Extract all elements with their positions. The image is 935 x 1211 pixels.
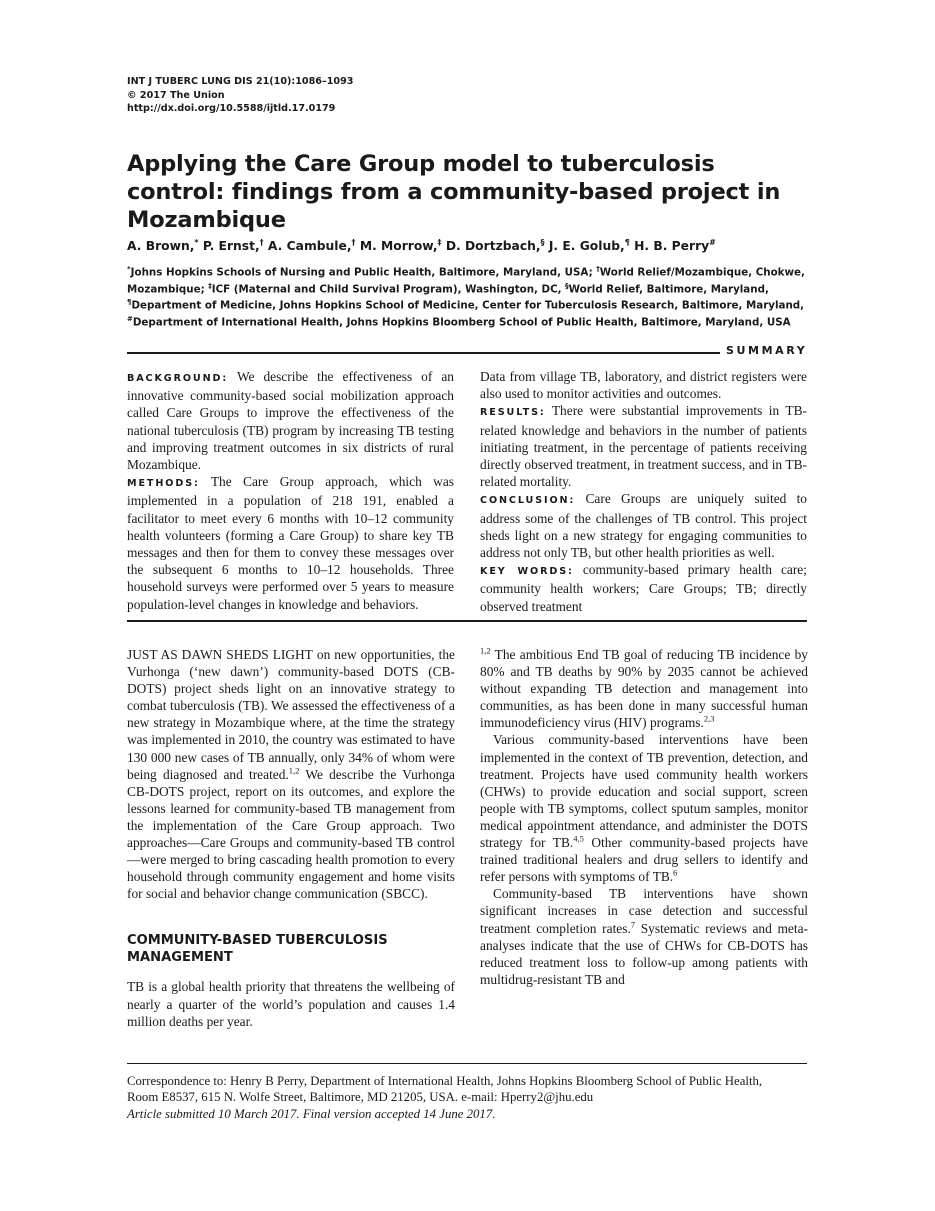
journal-header — [127, 75, 353, 116]
summary-divider — [127, 352, 720, 354]
body-text: Systematic reviews and meta-analyses indicate that the use of CHWs for CB-DOTS has reduced treatment loss to follow-up among patients with multidrug-resistant TB and — [480, 920, 808, 987]
affiliation: World Relief/Mozambique, Chokwe, Mozambique; — [127, 266, 805, 296]
methods-label: METHODS: — [127, 478, 200, 490]
author: M. Morrow, — [359, 239, 438, 254]
journal-citation: INT J TUBERC LUNG DIS 21(10):1086–1093 — [127, 76, 354, 87]
author: A. Brown, — [127, 239, 195, 254]
affiliation: ICF (Maternal and Child Survival Program), Washington, DC, — [211, 283, 562, 296]
body-paragraph — [480, 731, 808, 885]
journal-copyright: © 2017 The Union — [127, 89, 225, 101]
conclusion-text: Care Groups are uniquely suited to address some of the challenges of TB control. This project sheds light on a new strategy for engaging communities to address not only TB, but other health priorities as well. — [480, 491, 807, 561]
footer — [127, 1073, 817, 1122]
affiliation-mark: ‡ — [208, 281, 212, 290]
article-title: Applying the Care Group model to tuberculosis control: findings from a community-based project in Mozambique — [127, 151, 781, 233]
body-paragraph — [480, 885, 808, 988]
conclusion-label: CONCLUSION: — [480, 495, 576, 507]
journal-doi[interactable]: http://dx.doi.org/10.5588/ijtld.17.0179 — [127, 103, 336, 114]
abstract-results — [480, 402, 807, 490]
body-text: The ambitious End TB goal of reducing TB incidence by 80% and TB deaths by 90% by 2035 cannot be achieved without expanding TB detection and management into communities, as has been done in many successful human immunodeficiency virus (HIV) programs. — [480, 647, 808, 731]
author: H. B. Perry — [634, 239, 710, 254]
body-text: on new opportunities, the Vurhonga (‘new dawn’) community-based DOTS (CB-DOTS) project sheds light on an innovative strategy to combat tuberculosis (TB). We assessed the effectiveness of a new strategy in Mozambique where, at the time the strategy was implemented in 2010, the country was estimated to have 130 000 new cases of TB annually, only 34% of whom were being diagnosed and treated. — [127, 647, 455, 782]
abstract-methods-continued: Data from village TB, laboratory, and district registers were also used to monitor activities and outcomes. — [480, 369, 807, 402]
abstract-methods — [127, 473, 454, 613]
affiliation-mark: * — [127, 265, 131, 273]
summary-label: SUMMARY — [726, 344, 808, 357]
body-paragraph — [127, 978, 455, 1029]
author-mark: ‡ — [437, 238, 442, 247]
author: D. Dortzbach, — [445, 239, 541, 254]
body-paragraph — [480, 646, 808, 731]
background-text: We describe the effectiveness of an innovative community-based social mobilization approach called Care Groups to improve the effectiveness of the national tuberculosis (TB) program by increasing TB testing and improving treatment outcomes in six districts of rural Mozambique. — [127, 369, 454, 473]
author: P. Ernst, — [202, 239, 260, 254]
body-left-column — [127, 646, 455, 1030]
author-list — [127, 238, 716, 253]
body-text: TB is a global health priority that threatens the wellbeing of nearly a quarter of the world’s population and causes 1.4 million deaths per year. — [127, 979, 455, 1029]
lead-in-text: JUST AS DAWN SHEDS LIGHT — [127, 647, 313, 662]
body-paragraph — [127, 646, 455, 902]
author-mark: * — [194, 238, 199, 247]
affiliation-mark: § — [565, 281, 569, 290]
methods-text: The Care Group approach, which was implemented in a population of 218 191, enabled a facilitator to meet every 6 months with 10–12 community health volunteers (forming a Care Group) to share key TB messages and then for them to convey these messages over the subsequent 6 months to 10–12 households. Three household surveys were performed over 5 years to measure population-level changes in knowledge and behaviors. — [127, 474, 454, 612]
citation-ref[interactable]: 2,3 — [703, 713, 715, 724]
results-text: There were substantial improvements in TB-related knowledge and behaviors in the number of patients initiating treatment, in the percentage of patients receiving directly observed treatment, in treatment success, and in TB-related mortality. — [480, 403, 808, 490]
affiliation: Department of Medicine, Johns Hopkins School of Medicine, Center for Tuberculosis Research, Baltimore, Maryland, — [131, 299, 805, 312]
author-mark: ¶ — [624, 238, 630, 247]
submission-dates: Article submitted 10 March 2017. Final version accepted 14 June 2017. — [127, 1106, 496, 1121]
section-heading: COMMUNITY-BASED TUBERCULOSIS MANAGEMENT — [127, 933, 388, 966]
correspondence-line: Room E8537, 615 N. Wolfe Street, Baltimore, MD 21205, USA. e-mail: Hperry2@jhu.edu — [127, 1090, 594, 1105]
author-mark: # — [709, 238, 716, 247]
abstract-right-column — [480, 368, 807, 615]
affiliation: Johns Hopkins Schools of Nursing and Public Health, Baltimore, Maryland, USA; — [130, 266, 593, 279]
citation-ref[interactable]: 6 — [673, 867, 678, 878]
abstract-keywords — [480, 561, 807, 615]
citation-ref[interactable]: 7 — [630, 919, 636, 930]
citation-ref[interactable]: 1,2 — [480, 645, 491, 656]
abstract-conclusion — [480, 490, 807, 561]
author-mark: † — [351, 238, 356, 247]
author-mark: † — [259, 238, 264, 247]
author: J. E. Golub, — [548, 239, 625, 254]
affiliation-mark: † — [596, 265, 600, 273]
correspondence-line: Correspondence to: Henry B Perry, Department of International Health, Johns Hopkins Bloomberg School of Public Health, — [127, 1074, 763, 1088]
body-text: Other community-based projects have trained traditional healers and drug sellers to identify and refer persons with symptoms of TB. — [480, 835, 808, 885]
keywords-text: community-based primary health care; community health workers; Care Groups; TB; directly observed treatment — [480, 562, 807, 614]
author-mark: § — [540, 238, 545, 247]
footer-divider — [127, 1063, 807, 1064]
results-label: RESULTS: — [480, 407, 546, 419]
abstract-background — [127, 368, 454, 473]
citation-ref[interactable]: 4,5 — [573, 833, 584, 844]
body-text: We describe the Vurhonga CB-DOTS project, report on its outcomes, and explore the lessons learned for community-based TB management from the implementation of the Care Group approach. Two approaches—Care Groups and community-based TB control—were merged to bring cascading health promotion to every household through community engagement and home visits for social and behavior change communication (SBCC). — [127, 766, 455, 902]
author: A. Cambule, — [267, 239, 352, 254]
affiliations — [127, 263, 807, 330]
affiliation-mark: ¶ — [127, 298, 132, 307]
body-right-column — [480, 646, 808, 988]
keywords-label: KEY WORDS: — [480, 566, 574, 578]
abstract-bottom-divider — [127, 620, 807, 622]
background-label: BACKGROUND: — [127, 373, 229, 384]
affiliation: Department of International Health, Johns Hopkins Bloomberg School of Public Health, Baltimore, Maryland, USA — [132, 316, 791, 329]
abstract-left-column — [127, 368, 454, 613]
citation-ref[interactable]: 1,2 — [288, 765, 300, 776]
affiliation-mark: # — [127, 314, 133, 323]
affiliation: World Relief, Baltimore, Maryland, — [568, 283, 769, 296]
body-text: Community-based TB interventions have shown significant increases in case detection and successful treatment completion rates. — [480, 886, 808, 936]
body-text: Various community-based interventions have been implemented in the context of TB prevention, detection, and treatment. Projects have used community health workers (CHWs) to provide education and social support, screen people with TB symptoms, collect sputum samples, monitor medical appointment attendance, and administer the DOTS strategy for TB. — [480, 732, 808, 851]
